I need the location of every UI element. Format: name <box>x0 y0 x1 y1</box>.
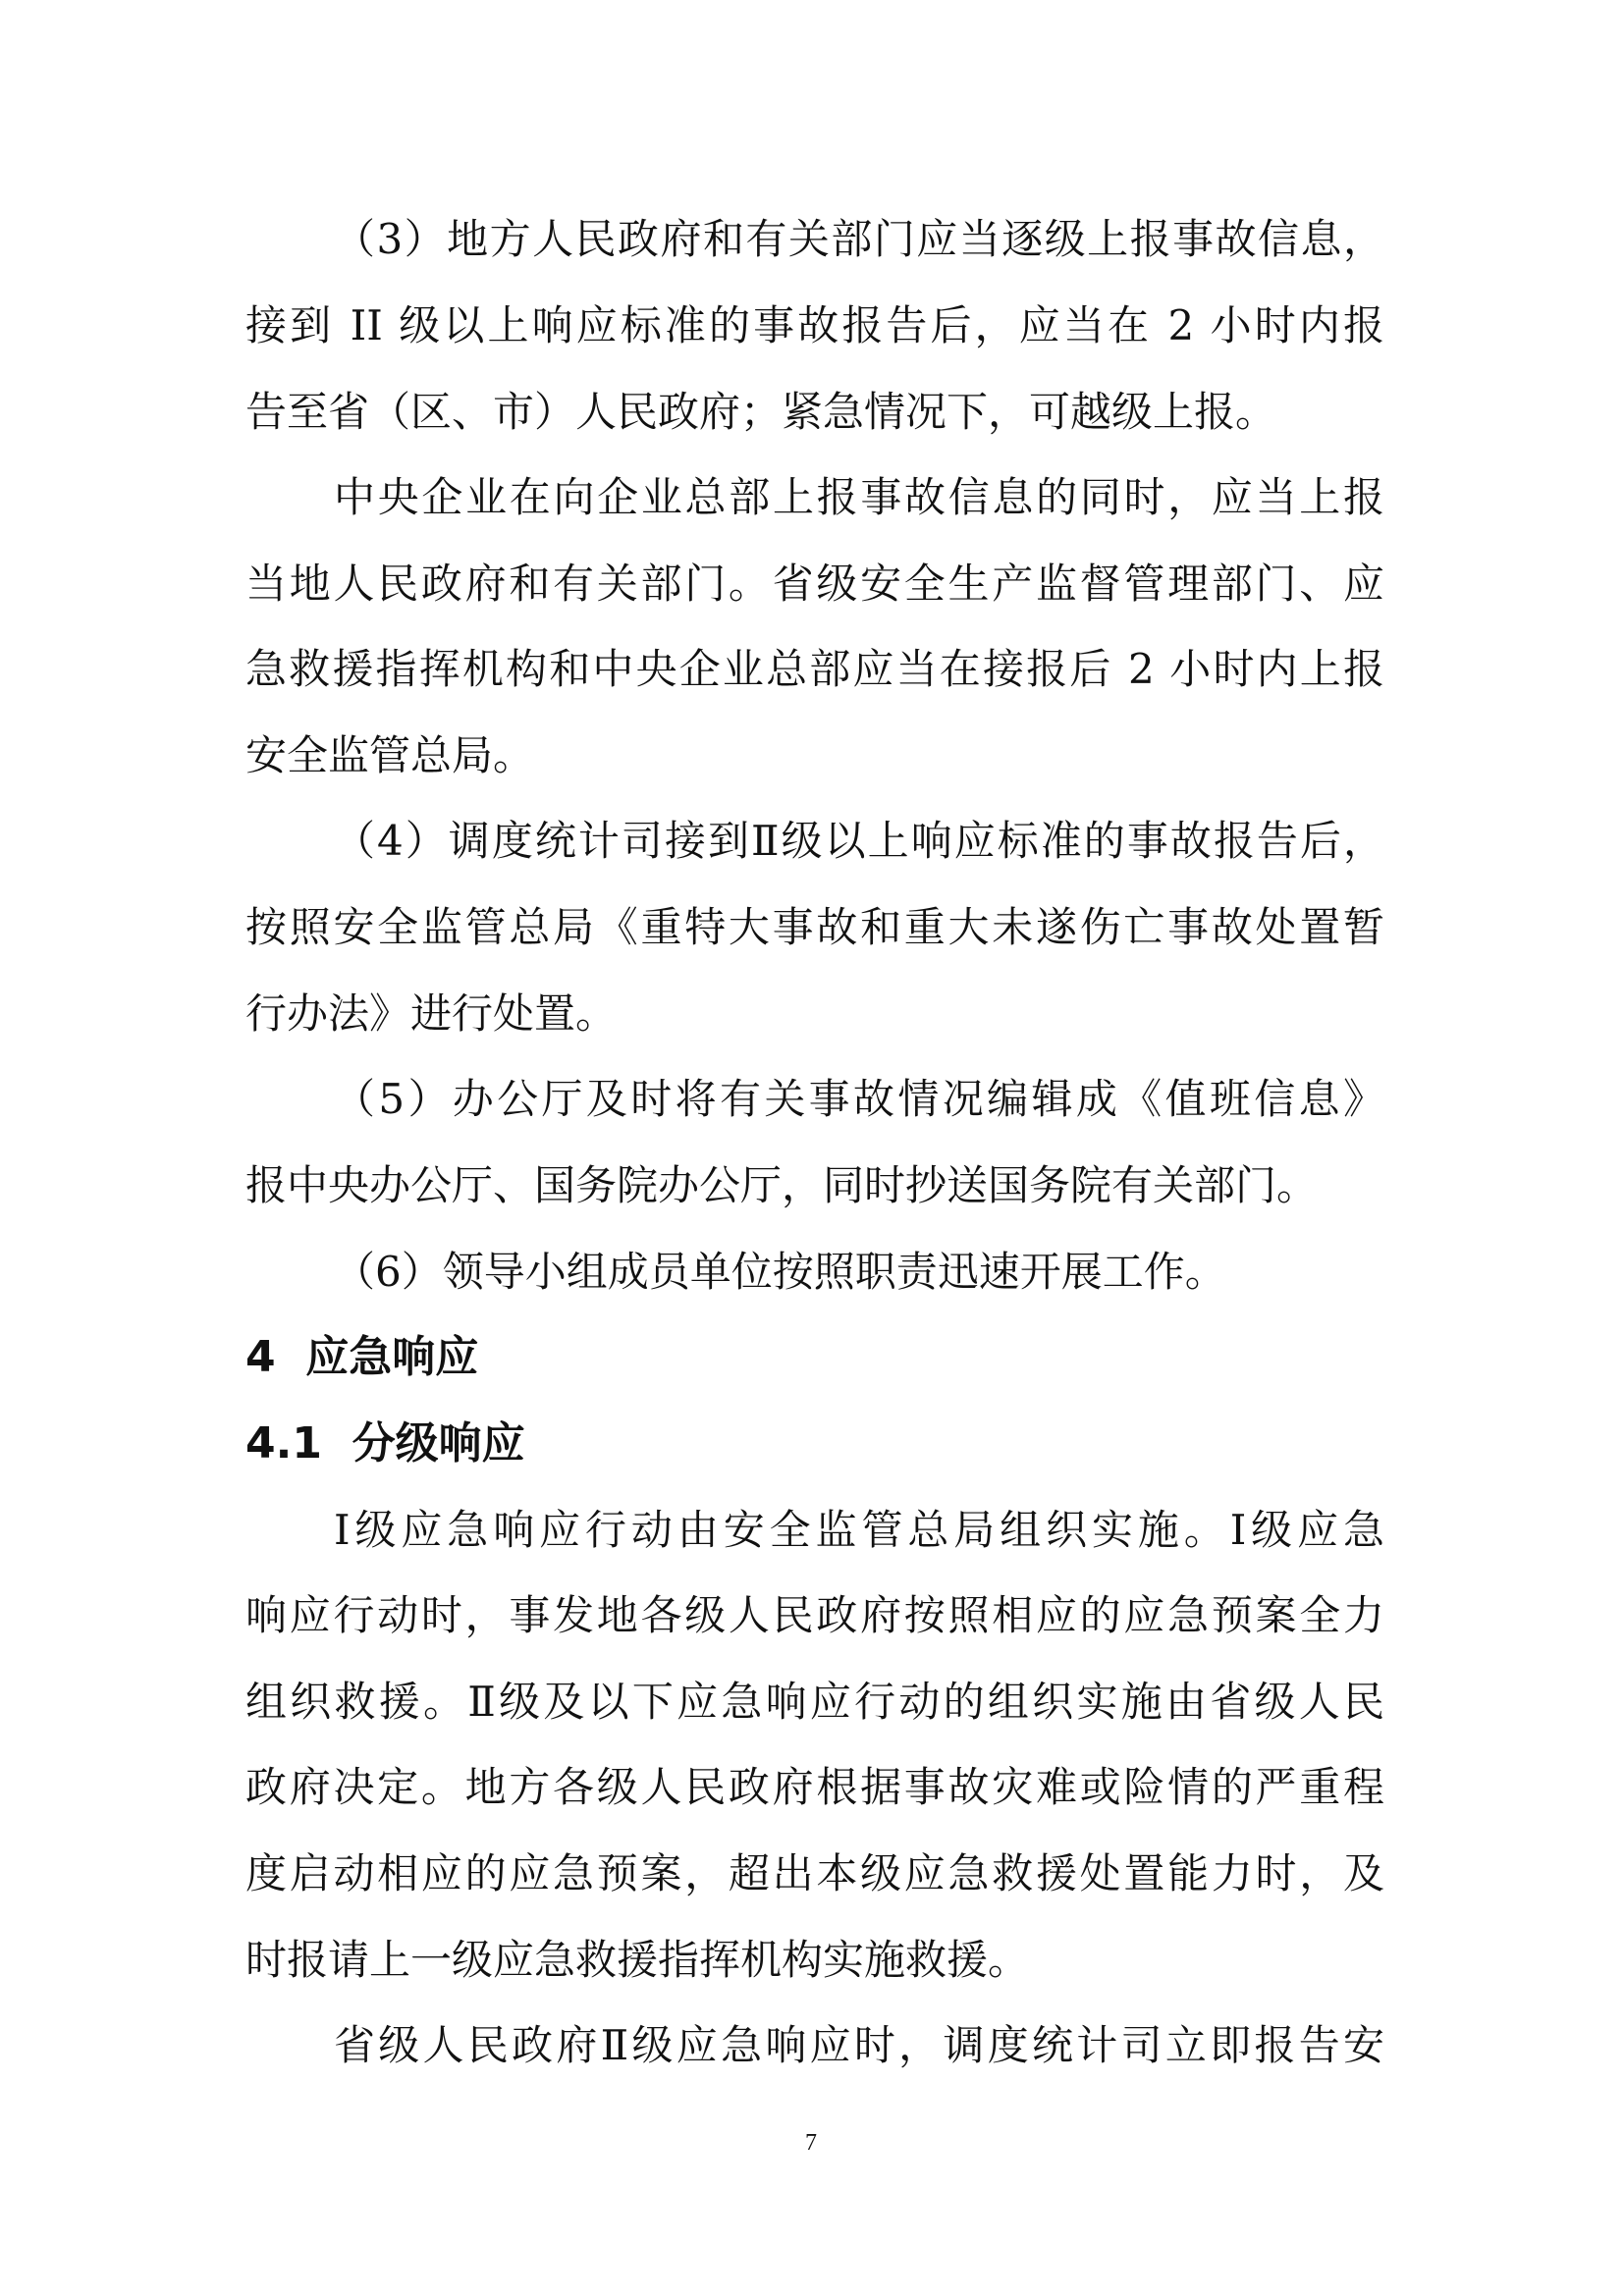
paragraph-line: 按照安全监管总局《重特大事故和重大未遂伤亡事故处置暂 <box>245 903 1384 951</box>
paragraph-line: （4）调度统计司接到Ⅱ级以上响应标准的事故报告后， <box>334 817 1384 865</box>
paragraph-line: 行办法》进行处置。 <box>245 989 618 1038</box>
subsection-heading: 4.1 分级响应 <box>245 1418 525 1468</box>
paragraph-line: 当地人民政府和有关部门。省级安全生产监督管理部门、应 <box>245 560 1384 608</box>
section-heading: 4 应急响应 <box>245 1332 479 1382</box>
paragraph-line: 时报请上一级应急救援指挥机构实施救援。 <box>245 1936 1030 1984</box>
paragraph-line: 组织救援。Ⅱ级及以下应急响应行动的组织实施由省级人民 <box>245 1678 1384 1726</box>
paragraph-line: 响应行动时，事发地各级人民政府按照相应的应急预案全力 <box>245 1591 1384 1639</box>
paragraph-line: （3）地方人民政府和有关部门应当逐级上报事故信息， <box>334 215 1384 263</box>
paragraph-line: 报中央办公厅、国务院办公厅，同时抄送国务院有关部门。 <box>245 1161 1319 1209</box>
page-number: 7 <box>805 2130 817 2156</box>
paragraph-line: 度启动相应的应急预案，超出本级应急救援处置能力时，及 <box>245 1849 1384 1897</box>
paragraph-line: 政府决定。地方各级人民政府根据事故灾难或险情的严重程 <box>245 1763 1384 1811</box>
paragraph-line: （6）领导小组成员单位按照职责迅速开展工作。 <box>334 1248 1226 1296</box>
paragraph-line: Ⅰ级应急响应行动由安全监管总局组织实施。Ⅰ级应急 <box>334 1506 1384 1554</box>
paragraph-line: 中央企业在向企业总部上报事故信息的同时，应当上报 <box>334 473 1384 521</box>
paragraph-line: 接到 II 级以上响应标准的事故报告后，应当在 2 小时内报 <box>245 301 1384 349</box>
paragraph-line: 省级人民政府Ⅱ级应急响应时，调度统计司立即报告安 <box>334 2021 1384 2069</box>
paragraph-line: （5）办公厅及时将有关事故情况编辑成《值班信息》 <box>334 1075 1384 1123</box>
paragraph-line: 告至省（区、市）人民政府；紧急情况下，可越级上报。 <box>245 388 1277 436</box>
paragraph-line: 急救援指挥机构和中央企业总部应当在接报后 2 小时内上报 <box>245 645 1384 693</box>
paragraph-line: 安全监管总局。 <box>245 731 535 779</box>
